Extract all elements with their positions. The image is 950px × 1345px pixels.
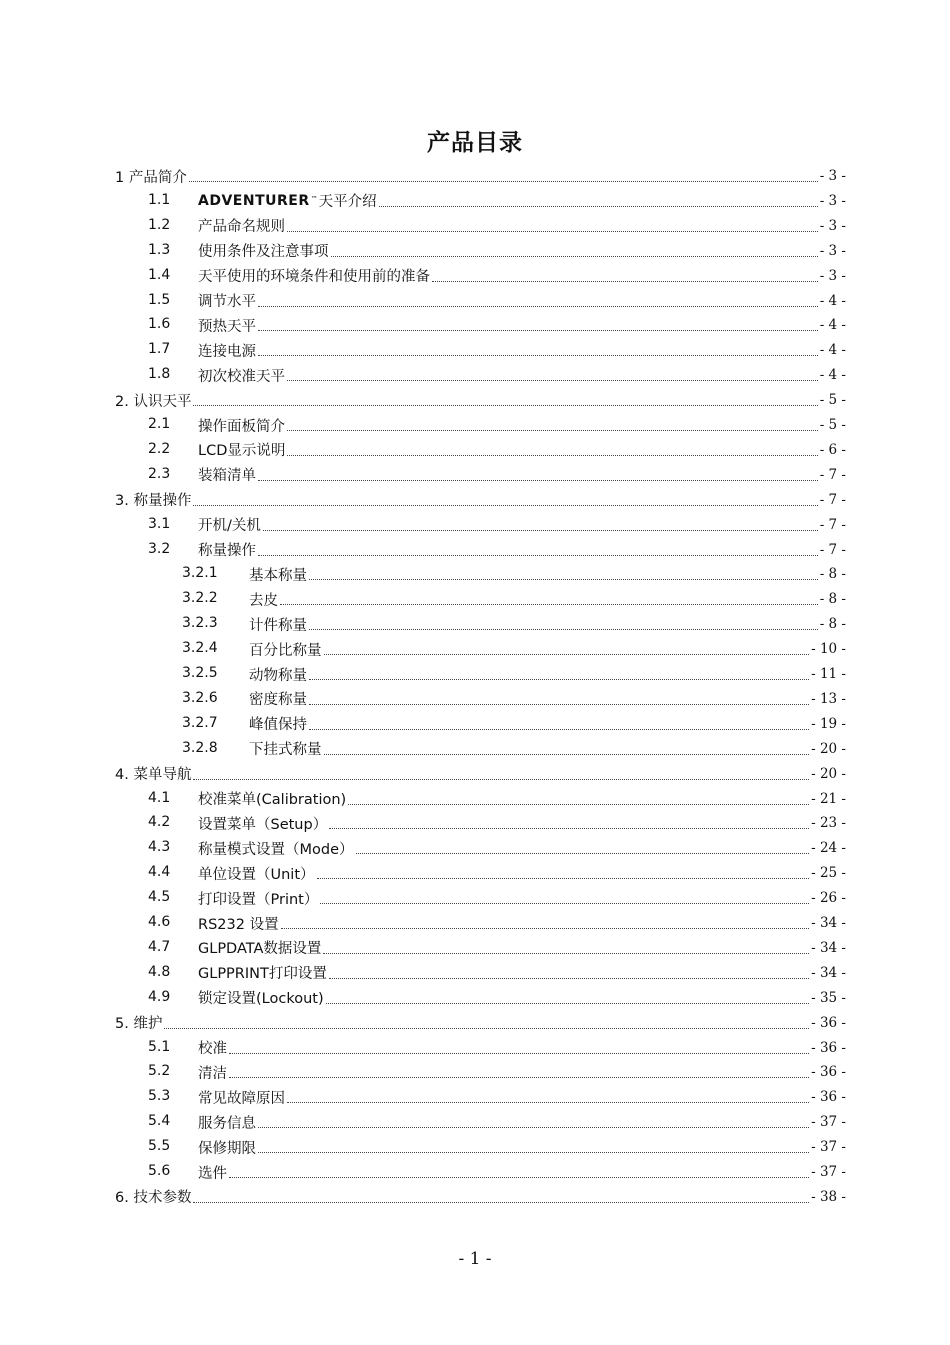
dot-leader xyxy=(164,1027,809,1029)
toc-entry-line xyxy=(249,737,846,761)
toc-entry-title[interactable]: 校准 xyxy=(198,1041,227,1057)
toc-entry-number: 3.2.2 xyxy=(182,590,218,607)
toc-entry-title[interactable]: 选件 xyxy=(198,1165,227,1182)
toc-entry-number: 1.5 xyxy=(148,291,171,308)
toc-entry[interactable] xyxy=(0,1085,950,1109)
toc-entry-title[interactable]: 百分比称量 xyxy=(249,642,322,659)
toc-entry-title[interactable]: 天平使用的环境条件和使用前的准备 xyxy=(198,269,430,286)
toc-entry[interactable] xyxy=(0,936,950,960)
dot-leader xyxy=(287,230,818,232)
dot-leader xyxy=(329,827,809,829)
toc-entry-number: 4.9 xyxy=(148,988,171,1005)
toc-entry[interactable] xyxy=(0,886,950,910)
toc-entry-title[interactable]: 称量操作 xyxy=(198,543,256,559)
dot-leader xyxy=(309,578,818,580)
dot-leader xyxy=(309,728,809,730)
toc-entry-page: - 20 - xyxy=(811,765,846,782)
toc-entry-line xyxy=(198,363,846,387)
toc-entry-line xyxy=(115,164,846,188)
toc-entry-number: 3.2 xyxy=(148,540,171,557)
toc-entry-title[interactable]: 打印设置（Print） xyxy=(198,891,319,908)
toc-entry-line xyxy=(198,264,846,288)
toc-entry-line xyxy=(198,463,846,487)
toc-entry[interactable] xyxy=(0,313,950,337)
trademark-symbol: ™ xyxy=(310,194,318,203)
toc-entry[interactable] xyxy=(0,787,950,811)
toc-entry-line xyxy=(198,1085,846,1109)
toc-entry-number: 4.6 xyxy=(148,914,171,930)
dot-leader xyxy=(229,1176,809,1178)
toc-entry-title[interactable]: 清洁 xyxy=(198,1065,227,1082)
toc-entry[interactable] xyxy=(0,562,950,586)
dot-leader xyxy=(258,329,818,331)
toc-entry[interactable] xyxy=(0,164,950,188)
toc-entry-line xyxy=(198,338,846,362)
toc-entry-line xyxy=(198,239,846,263)
toc-entry-line xyxy=(198,1160,846,1184)
toc-entry-number: 1.1 xyxy=(148,191,171,208)
toc-entry[interactable] xyxy=(0,189,950,213)
toc-entry-line xyxy=(249,612,846,636)
toc-entry[interactable] xyxy=(0,712,950,736)
toc-entry[interactable] xyxy=(0,687,950,711)
toc-entry-page: - 36 - xyxy=(811,1039,846,1056)
dot-leader xyxy=(320,902,809,904)
toc-entry-page: - 3 - xyxy=(819,267,846,284)
toc-entry-line xyxy=(198,861,846,885)
toc-entry-line xyxy=(198,189,846,213)
toc-entry-page: - 20 - xyxy=(811,740,846,757)
toc-entry-line xyxy=(198,413,846,437)
toc-entry-line xyxy=(198,1036,846,1060)
toc-entry[interactable] xyxy=(0,463,950,487)
toc-entry-number: 4.1 xyxy=(148,789,171,806)
toc-entry-number: 4.5 xyxy=(148,889,171,906)
toc-entry-page: - 34 - xyxy=(811,915,846,931)
toc-entry-title[interactable]: 动物称量 xyxy=(249,667,307,684)
page-title: 产品目录 xyxy=(427,130,523,156)
toc-entry[interactable] xyxy=(0,1110,950,1134)
toc-entry-line xyxy=(198,986,846,1010)
toc-entry-title[interactable]: 密度称量 xyxy=(249,692,307,709)
toc-entry-title[interactable]: GLPDATA数据设置 xyxy=(198,941,322,958)
toc-entry-number: 3.2.3 xyxy=(182,615,218,632)
toc-entry-line xyxy=(198,513,846,537)
toc-entry-page: - 25 - xyxy=(811,865,846,882)
toc-entry-line xyxy=(249,712,846,736)
toc-entry-line xyxy=(115,488,846,512)
toc-entry-number: 3.2.8 xyxy=(182,739,218,756)
toc-entry-line xyxy=(198,961,846,985)
brand-logo-text: ADVENTURER xyxy=(198,192,310,209)
toc-entry-page: - 6 - xyxy=(819,441,846,458)
toc-entry[interactable] xyxy=(0,1185,950,1209)
toc-entry[interactable] xyxy=(0,239,950,263)
toc-entry-line xyxy=(249,587,846,611)
toc-entry-number: 3.2.7 xyxy=(182,714,218,731)
toc-entry-page: - 4 - xyxy=(819,342,846,359)
toc-entry-title[interactable]: 去皮 xyxy=(249,592,278,609)
toc-entry-title[interactable]: 天平介绍 xyxy=(318,194,377,211)
dot-leader xyxy=(258,1151,809,1153)
dot-leader xyxy=(287,429,818,431)
dot-leader xyxy=(193,504,817,506)
toc-entry-title[interactable]: GLPPRINT打印设置 xyxy=(198,966,327,983)
toc-entry[interactable] xyxy=(0,811,950,835)
toc-entry-title[interactable]: 计件称量 xyxy=(249,617,307,634)
dot-leader xyxy=(287,454,817,456)
toc-entry-title[interactable]: 产品命名规则 xyxy=(198,219,285,236)
toc-entry-title[interactable]: 6. 技术参数 xyxy=(115,1190,192,1207)
toc-entry-title[interactable]: 开机/关机 xyxy=(198,518,261,535)
toc-entry[interactable] xyxy=(0,612,950,636)
dot-leader xyxy=(258,554,818,556)
toc-entry-line xyxy=(198,538,846,562)
toc-entry-line xyxy=(198,1060,846,1084)
toc-entry-title[interactable]: 峰值保持 xyxy=(249,717,307,734)
toc-entry-title[interactable]: 基本称量 xyxy=(249,567,307,584)
toc-entry-page: - 36 - xyxy=(811,1089,846,1106)
toc-entry[interactable] xyxy=(0,1011,950,1035)
toc-entry[interactable] xyxy=(0,662,950,686)
toc-entry[interactable] xyxy=(0,1135,950,1159)
toc-entry-number: 5.3 xyxy=(148,1088,171,1105)
toc-entry[interactable] xyxy=(0,363,950,387)
dot-leader xyxy=(258,1126,809,1128)
toc-entry-number: 4.4 xyxy=(148,864,171,881)
toc-entry[interactable] xyxy=(0,1060,950,1084)
toc-entry-line xyxy=(249,687,846,711)
toc-entry-title[interactable]: 装箱清单 xyxy=(198,468,256,485)
toc-entry-number: 2.1 xyxy=(148,416,171,432)
toc-entry-line xyxy=(198,214,846,238)
toc-entry-page: - 37 - xyxy=(811,1164,846,1180)
toc-entry-number: 1.4 xyxy=(148,266,171,283)
toc-entry-page: - 19 - xyxy=(811,715,846,732)
toc-entry-number: 5.4 xyxy=(148,1113,171,1130)
dot-leader xyxy=(229,1076,809,1078)
toc-entry-line xyxy=(198,886,846,910)
toc-entry-title[interactable]: 1 产品简介 xyxy=(115,169,187,186)
toc-entry-title[interactable]: RS232 设置 xyxy=(198,916,279,933)
toc-entry-title[interactable]: 锁定设置(Lockout) xyxy=(198,991,324,1008)
toc-entry-title[interactable]: 设置菜单（Setup） xyxy=(198,816,328,833)
toc-entry-title[interactable]: 预热天平 xyxy=(198,318,256,335)
dot-leader xyxy=(348,803,809,805)
toc-entry-number: 4.7 xyxy=(148,938,171,955)
page-number: - 1 - xyxy=(458,1249,492,1269)
dot-leader xyxy=(324,753,810,755)
toc-entry[interactable] xyxy=(0,986,950,1010)
toc-entry-page: - 34 - xyxy=(811,964,846,981)
dot-leader xyxy=(258,479,818,481)
dot-leader xyxy=(193,778,809,780)
toc-entry-line xyxy=(198,811,846,835)
toc-entry-number: 4.2 xyxy=(148,814,171,831)
toc-entry-page: - 11 - xyxy=(811,666,846,682)
toc-entry-page: - 7 - xyxy=(819,491,846,508)
toc-entry-line xyxy=(115,1011,846,1035)
toc-entry-line xyxy=(115,762,846,786)
toc-entry-number: 5.5 xyxy=(148,1138,171,1155)
toc-entry-line xyxy=(198,911,846,935)
toc-entry-page: - 8 - xyxy=(819,591,846,608)
toc-entry[interactable] xyxy=(0,961,950,985)
dot-leader xyxy=(258,354,818,356)
dot-leader xyxy=(193,1201,809,1203)
toc-entry-title[interactable]: 4. 菜单导航 xyxy=(115,767,192,784)
toc-entry-line xyxy=(198,836,846,860)
toc-entry-number: 1.8 xyxy=(148,366,171,383)
dot-leader xyxy=(189,180,818,182)
dot-leader xyxy=(229,1052,809,1054)
toc-entry-page: - 3 - xyxy=(819,168,846,184)
toc-entry-title[interactable]: 保修期限 xyxy=(198,1140,256,1157)
toc-entry-line xyxy=(249,562,846,586)
toc-entry[interactable] xyxy=(0,264,950,288)
toc-entry-page: - 4 - xyxy=(819,292,846,309)
toc-entry[interactable] xyxy=(0,438,950,462)
toc-entry[interactable] xyxy=(0,836,950,860)
toc-entry-page: - 24 - xyxy=(811,840,846,857)
toc-entry[interactable] xyxy=(0,538,950,562)
dot-leader xyxy=(309,703,809,705)
toc-entry-title[interactable]: 校准菜单(Calibration) xyxy=(198,792,347,808)
toc-entry-title[interactable]: 操作面板简介 xyxy=(198,418,285,435)
toc-entry-page: - 37 - xyxy=(811,1114,846,1131)
toc-entry-line xyxy=(198,1110,846,1134)
toc-entry-page: - 8 - xyxy=(819,566,846,583)
dot-leader xyxy=(287,1101,809,1103)
toc-entry-number: 2.3 xyxy=(148,465,171,482)
toc-entry[interactable] xyxy=(0,737,950,761)
toc-entry-page: - 3 - xyxy=(819,217,846,234)
toc-entry[interactable] xyxy=(0,388,950,412)
toc-entry-number: 5.6 xyxy=(148,1163,171,1179)
toc-entry-page: - 7 - xyxy=(819,541,846,558)
dot-leader xyxy=(193,404,817,406)
dot-leader xyxy=(379,205,818,207)
toc-entry-title[interactable]: 连接电源 xyxy=(198,343,256,360)
dot-leader xyxy=(287,379,818,381)
toc-entry-page: - 7 - xyxy=(819,466,846,483)
toc-entry[interactable] xyxy=(0,587,950,611)
dot-leader xyxy=(309,628,818,630)
dot-leader xyxy=(432,280,818,282)
toc-entry[interactable] xyxy=(0,513,950,537)
toc-entry[interactable] xyxy=(0,637,950,661)
toc-entry-line xyxy=(198,313,846,337)
toc-entry-number: 3.2.5 xyxy=(182,665,218,681)
toc-entry-line xyxy=(198,936,846,960)
toc-entry-number: 1.2 xyxy=(148,216,171,233)
toc-entry-line xyxy=(115,1185,846,1209)
toc-entry-title[interactable]: 2. 认识天平 xyxy=(115,393,192,410)
toc-entry-number: 3.2.6 xyxy=(182,689,218,706)
toc-entry-title[interactable]: 使用条件及注意事项 xyxy=(198,244,329,261)
toc-entry[interactable] xyxy=(0,1160,950,1184)
toc-entry-page: - 13 - xyxy=(811,690,846,707)
dot-leader xyxy=(323,952,809,954)
toc-entry-number: 1.7 xyxy=(148,341,171,358)
toc-entry-line xyxy=(249,662,846,686)
toc-entry-title[interactable]: 初次校准天平 xyxy=(198,368,285,385)
toc-entry-title[interactable]: LCD显示说明 xyxy=(198,443,286,460)
toc-entry-page: - 36 - xyxy=(811,1064,846,1081)
toc-entry-page: - 3 - xyxy=(819,242,846,259)
dot-leader xyxy=(258,305,818,307)
toc-entry-title[interactable]: 称量模式设置（Mode） xyxy=(198,841,354,858)
toc-entry-number: 1.3 xyxy=(148,241,171,258)
toc-entry[interactable] xyxy=(0,861,950,885)
toc-entry-title[interactable]: 常见故障原因 xyxy=(198,1090,285,1107)
toc-entry-number: 1.6 xyxy=(148,316,171,333)
toc-entry-title[interactable]: 5. 维护 xyxy=(115,1016,163,1033)
toc-entry-page: - 7 - xyxy=(819,516,846,533)
toc-entry-line xyxy=(198,1135,846,1159)
toc-entry-number: 4.8 xyxy=(148,963,171,980)
dot-leader xyxy=(317,877,810,879)
dot-leader xyxy=(331,255,818,257)
toc-entry-page: - 35 - xyxy=(811,989,846,1006)
dot-leader xyxy=(309,678,809,680)
toc-entry-line xyxy=(115,388,846,412)
toc-entry-number: 5.2 xyxy=(148,1063,171,1080)
dot-leader xyxy=(280,603,818,605)
toc-entry-number: 2.2 xyxy=(148,440,171,457)
toc-entry[interactable] xyxy=(0,214,950,238)
toc-entry-title[interactable]: 下挂式称量 xyxy=(249,742,322,759)
toc-entry-line xyxy=(198,289,846,313)
toc-entry-page: - 8 - xyxy=(819,616,846,633)
toc-entry-title[interactable]: 单位设置（Unit） xyxy=(198,866,315,883)
toc-entry-line xyxy=(198,787,846,811)
toc-entry-page: - 4 - xyxy=(819,367,846,384)
toc-entry-number: 4.3 xyxy=(148,839,171,856)
toc-entry[interactable] xyxy=(0,413,950,437)
toc-entry-title[interactable]: 服务信息 xyxy=(198,1115,256,1132)
toc-entry-page: - 38 - xyxy=(811,1188,846,1205)
toc-entry-page: - 10 - xyxy=(811,641,846,658)
toc-entry-number: 5.1 xyxy=(148,1038,171,1055)
dot-leader xyxy=(281,927,810,929)
toc-entry-page: - 23 - xyxy=(811,815,846,832)
toc-entry-line xyxy=(249,637,846,661)
toc-entry-number: 3.2.1 xyxy=(182,565,218,582)
toc-entry-number: 3.2.4 xyxy=(182,640,218,657)
dot-leader xyxy=(263,529,818,531)
toc-entry-page: - 3 - xyxy=(819,192,846,209)
toc-entry-page: - 21 - xyxy=(811,790,846,807)
toc-entry-page: - 34 - xyxy=(811,939,846,956)
toc-entry-title[interactable]: 调节水平 xyxy=(198,294,256,310)
toc-entry-line xyxy=(198,438,846,462)
toc-entry-page: - 5 - xyxy=(819,392,846,409)
toc-entry[interactable] xyxy=(0,289,950,313)
dot-leader xyxy=(326,1002,810,1004)
toc-entry-page: - 4 - xyxy=(819,317,846,334)
toc-entry[interactable] xyxy=(0,762,950,786)
toc-entry[interactable] xyxy=(0,1036,950,1060)
dot-leader xyxy=(329,977,809,979)
toc-entry[interactable] xyxy=(0,488,950,512)
toc-entry-page: - 26 - xyxy=(811,890,846,907)
toc-entry-page: - 37 - xyxy=(811,1139,846,1156)
toc-entry[interactable] xyxy=(0,911,950,935)
toc-entry-title[interactable]: 3. 称量操作 xyxy=(115,493,192,510)
toc-entry-number: 3.1 xyxy=(148,515,171,532)
toc-entry-page: - 36 - xyxy=(811,1014,846,1031)
dot-leader xyxy=(356,852,810,854)
toc-entry-page: - 5 - xyxy=(819,417,846,433)
dot-leader xyxy=(324,653,810,655)
toc-entry[interactable] xyxy=(0,338,950,362)
